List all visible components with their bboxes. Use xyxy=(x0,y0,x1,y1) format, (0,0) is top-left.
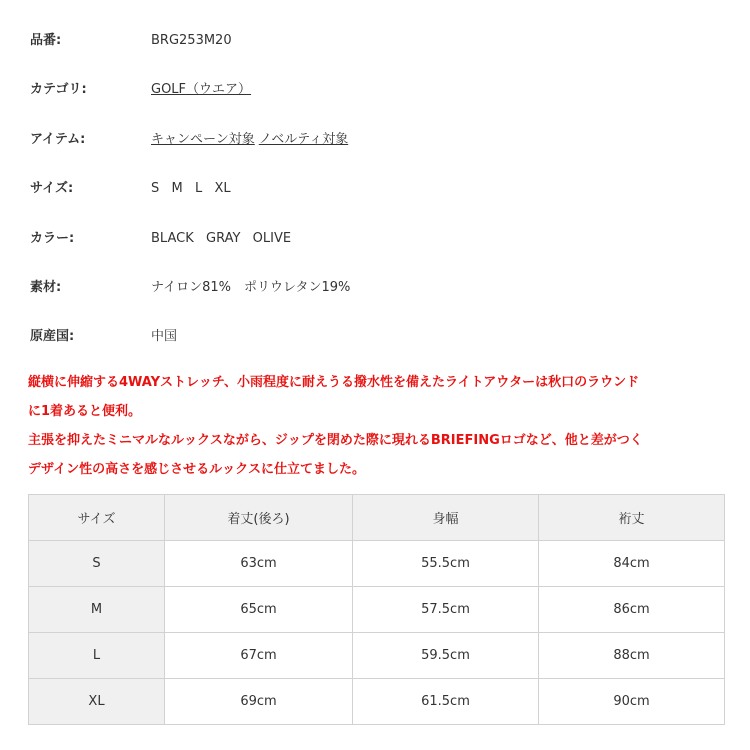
length-cell: 67cm xyxy=(165,633,353,679)
spec-row-item xyxy=(0,126,750,154)
chest-width-cell: 59.5cm xyxy=(353,633,539,679)
header-sleeve-length: 裄丈 xyxy=(539,495,725,541)
material-label: 素材: xyxy=(30,280,62,295)
description-line: に1着あると便利。 xyxy=(28,404,142,419)
header-length: 着丈(後ろ) xyxy=(165,495,353,541)
spec-row-color xyxy=(0,225,750,253)
length-cell: 69cm xyxy=(165,679,353,725)
description-line: デザイン性の高さを感じさせるルックスに仕立てました。 xyxy=(28,462,365,477)
spec-row-origin xyxy=(0,323,750,351)
material-value: ナイロン81% ポリウレタン19% xyxy=(151,280,351,295)
table-row xyxy=(29,587,725,633)
size-label: サイズ: xyxy=(30,181,74,196)
sleeve-length-cell: 88cm xyxy=(539,633,725,679)
header-chest-width: 身幅 xyxy=(353,495,539,541)
header-size: サイズ xyxy=(29,495,165,541)
item-link-novelty[interactable]: ノベルティ対象 xyxy=(258,132,349,147)
category-value xyxy=(151,76,251,104)
chest-width-cell: 61.5cm xyxy=(353,679,539,725)
length-cell: 63cm xyxy=(165,541,353,587)
spec-row-material xyxy=(0,274,750,302)
table-row xyxy=(29,541,725,587)
product-number-value: BRG253M20 xyxy=(151,33,232,48)
item-label: アイテム: xyxy=(30,132,86,147)
spec-row-size xyxy=(0,175,750,203)
spec-row-product-number xyxy=(0,27,750,55)
table-row xyxy=(29,633,725,679)
size-cell: S xyxy=(29,541,165,587)
size-cell: XL xyxy=(29,679,165,725)
sleeve-length-cell: 84cm xyxy=(539,541,725,587)
size-cell: M xyxy=(29,587,165,633)
chest-width-cell: 55.5cm xyxy=(353,541,539,587)
spec-row-category xyxy=(0,76,750,104)
category-label: カテゴリ: xyxy=(30,82,87,97)
length-cell: 65cm xyxy=(165,587,353,633)
description-line: 主張を抑えたミニマルなルックスながら、ジップを閉めた際に現れるBRIEFINGロゴなど、他と差がつく xyxy=(28,433,643,448)
product-number-label: 品番: xyxy=(30,33,62,48)
size-chart-table xyxy=(28,494,725,725)
sleeve-length-cell: 86cm xyxy=(539,587,725,633)
table-row xyxy=(29,679,725,725)
item-value xyxy=(151,126,348,154)
origin-value: 中国 xyxy=(151,329,178,344)
color-label: カラー: xyxy=(30,231,75,246)
category-link-golf-wear[interactable]: GOLF（ウエア） xyxy=(151,82,252,97)
size-chart-header-row xyxy=(29,495,725,541)
item-link-campaign[interactable]: キャンペーン対象 xyxy=(151,132,255,147)
color-value: BLACK GRAY OLIVE xyxy=(151,231,292,246)
sleeve-length-cell: 90cm xyxy=(539,679,725,725)
chest-width-cell: 57.5cm xyxy=(353,587,539,633)
size-value: S M L XL xyxy=(151,181,231,196)
product-description xyxy=(28,368,728,484)
description-line: 縦横に伸縮する4WAYストレッチ、小雨程度に耐えうる撥水性を備えたライトアウターは秋口のラウンド xyxy=(28,375,640,390)
size-cell: L xyxy=(29,633,165,679)
origin-label: 原産国: xyxy=(30,329,75,344)
